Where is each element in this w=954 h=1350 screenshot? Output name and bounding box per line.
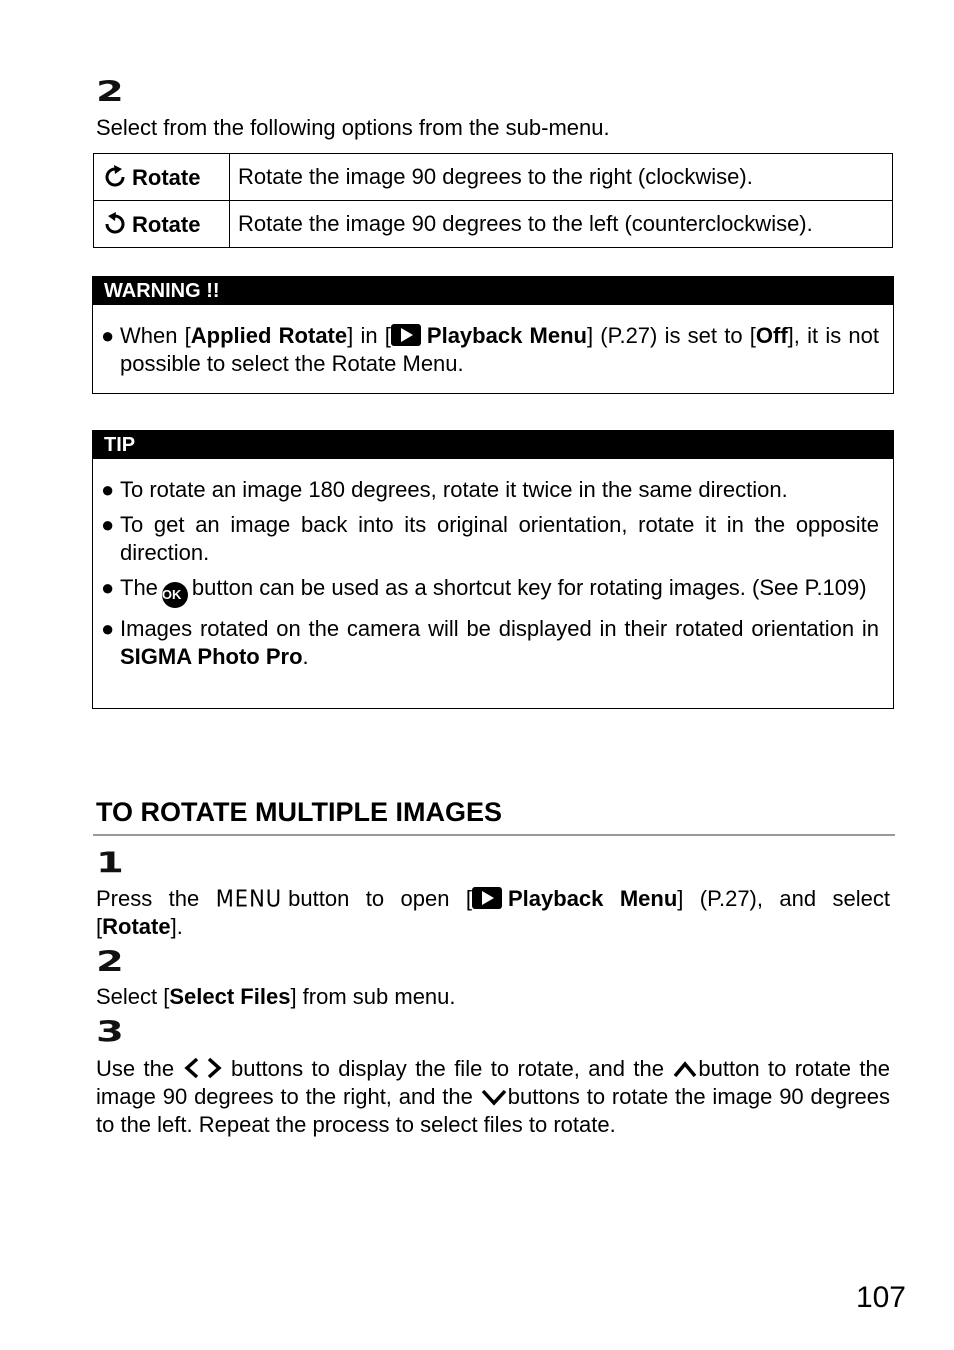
bullet-icon: ● bbox=[101, 616, 115, 641]
step-1-instruction: Press the MENU button to open [ Playback Menu] (P.27), and select [Rotate]. bbox=[96, 885, 890, 941]
rotate-options-table bbox=[93, 153, 893, 248]
bullet-icon: ● bbox=[101, 575, 115, 600]
option-label: Rotate bbox=[132, 211, 201, 237]
playback-icon bbox=[472, 887, 502, 909]
table-row bbox=[94, 154, 893, 201]
bullet-icon: ● bbox=[101, 323, 115, 348]
tip-title: TIP bbox=[93, 431, 893, 459]
warning-box bbox=[92, 276, 894, 394]
step-2-instruction: Select [Select Files] from sub menu. bbox=[96, 984, 456, 1009]
warning-title: WARNING !! bbox=[93, 277, 893, 305]
step-number-1: 1 bbox=[96, 847, 123, 880]
ok-button-icon: OK bbox=[162, 582, 188, 608]
rotate-clockwise-icon bbox=[102, 164, 128, 190]
step-number-2: 2 bbox=[96, 76, 123, 109]
list-item: ● The OK button can be used as a shortcut key for rotating images. (See P.109) bbox=[101, 574, 879, 608]
heading-divider bbox=[93, 834, 895, 836]
rotate-counterclockwise-icon bbox=[102, 211, 128, 237]
menu-button-icon: MENU bbox=[215, 885, 283, 913]
list-item: ● When [Applied Rotate] in [ Playback Menu] (P.27) is set to [Off], it is not possible to select the Rotate Menu. bbox=[101, 323, 879, 376]
bullet-icon: ● bbox=[101, 512, 115, 537]
page-number: 107 bbox=[855, 1281, 906, 1314]
down-arrow-icon bbox=[480, 1087, 508, 1107]
list-item: ● To get an image back into its original orientation, rotate it in the opposite direction. bbox=[101, 512, 879, 565]
playback-icon bbox=[391, 324, 421, 346]
step-2-instruction: Select from the following options from the sub-menu. bbox=[96, 115, 610, 140]
list-item: ● To rotate an image 180 degrees, rotate it twice in the same direction. bbox=[101, 477, 788, 502]
table-row bbox=[94, 201, 893, 248]
step-3-instruction: Use the buttons to display the file to rotate, and the button to rotate the image 90 degrees to the right, and the buttons to rotate the image 90 degrees to the left. Repeat the process to select files to rotate. bbox=[96, 1056, 891, 1137]
option-description: Rotate the image 90 degrees to the right (clockwise). bbox=[230, 154, 893, 201]
left-right-arrows-icon bbox=[183, 1057, 223, 1079]
option-description: Rotate the image 90 degrees to the left (counterclockwise). bbox=[230, 201, 893, 248]
section-heading: TO ROTATE MULTIPLE IMAGES bbox=[96, 797, 502, 827]
tip-box bbox=[92, 430, 894, 709]
option-label: Rotate bbox=[132, 164, 201, 190]
bullet-icon: ● bbox=[101, 477, 115, 502]
step-number-2: 2 bbox=[96, 946, 123, 979]
step-number-3: 3 bbox=[96, 1016, 123, 1049]
up-arrow-icon bbox=[672, 1059, 698, 1079]
list-item: ● Images rotated on the camera will be displayed in their rotated orientation in SIGMA Photo Pro. bbox=[101, 616, 879, 669]
